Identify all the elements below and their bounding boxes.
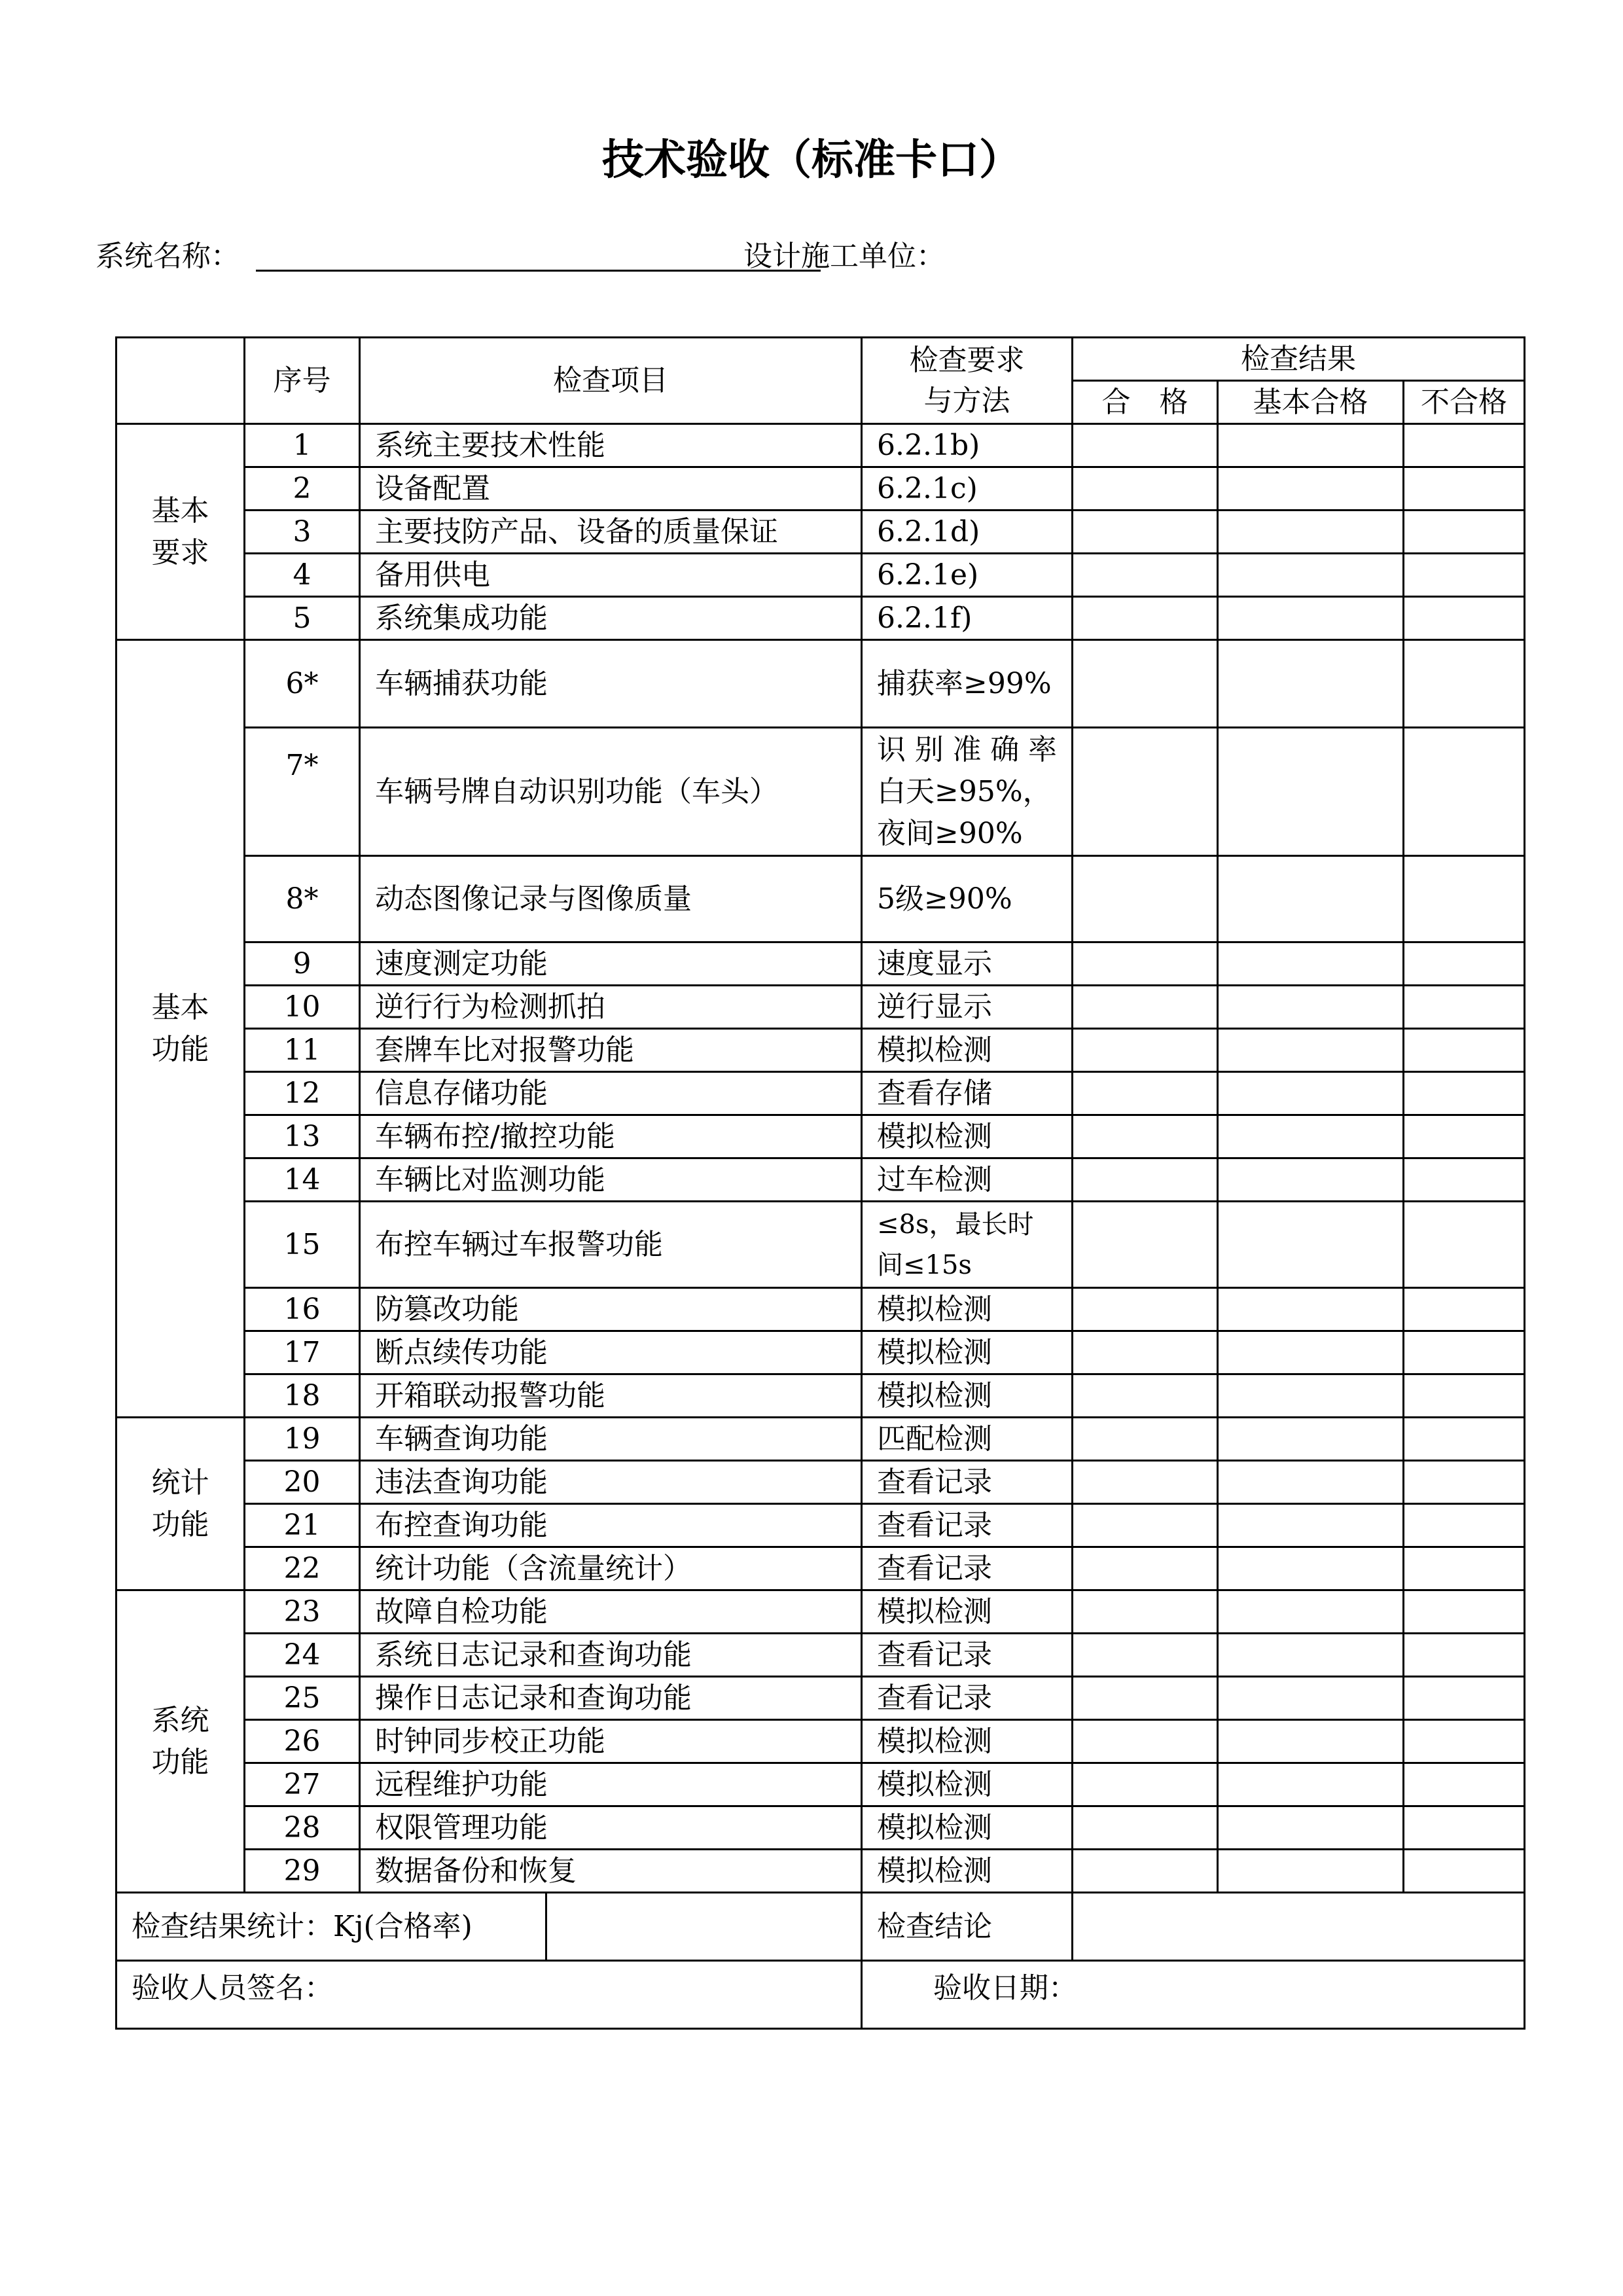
result-basic-pass-cell[interactable] <box>1218 511 1404 554</box>
result-fail-cell[interactable] <box>1404 1590 1525 1634</box>
result-pass-cell[interactable] <box>1073 1763 1218 1806</box>
result-fail-cell[interactable] <box>1404 640 1525 728</box>
result-basic-pass-cell[interactable] <box>1218 986 1404 1029</box>
row-requirement: 6.2.1e) <box>862 554 1073 597</box>
result-statistics-value[interactable] <box>546 1893 862 1961</box>
result-basic-pass-cell[interactable] <box>1218 1461 1404 1504</box>
row-item: 布控车辆过车报警功能 <box>360 1202 862 1288</box>
result-pass-cell[interactable] <box>1073 856 1218 942</box>
row-item: 故障自检功能 <box>360 1590 862 1634</box>
result-pass-cell[interactable] <box>1073 1461 1218 1504</box>
row-seq: 11 <box>245 1029 360 1072</box>
result-fail-cell[interactable] <box>1404 1029 1525 1072</box>
result-basic-pass-cell[interactable] <box>1218 1072 1404 1115</box>
result-fail-cell[interactable] <box>1404 1850 1525 1893</box>
result-basic-pass-cell[interactable] <box>1218 597 1404 640</box>
result-pass-cell[interactable] <box>1073 1374 1218 1418</box>
row-item: 车辆比对监测功能 <box>360 1158 862 1202</box>
page-title: 技术验收（标准卡口） <box>602 136 1021 185</box>
result-fail-cell[interactable] <box>1404 1720 1525 1763</box>
row-item: 权限管理功能 <box>360 1806 862 1850</box>
requirement-line: 间≤15s <box>877 1249 972 1280</box>
row-requirement: 6.2.1b) <box>862 424 1073 467</box>
result-pass-cell[interactable] <box>1073 1115 1218 1158</box>
row-seq: 12 <box>245 1072 360 1115</box>
row-item: 断点续传功能 <box>360 1331 862 1374</box>
row-seq: 25 <box>245 1677 360 1720</box>
requirement-line: 白天≥95%， <box>877 774 1052 808</box>
row-seq: 5 <box>245 597 360 640</box>
result-fail-cell[interactable] <box>1404 511 1525 554</box>
result-pass-cell[interactable] <box>1073 1202 1218 1288</box>
row-item: 动态图像记录与图像质量 <box>360 856 862 942</box>
result-basic-pass-cell[interactable] <box>1218 728 1404 856</box>
header-result: 检查结果 <box>1073 338 1525 381</box>
row-requirement: 模拟检测 <box>862 1374 1073 1418</box>
row-requirement: 模拟检测 <box>862 1720 1073 1763</box>
result-pass-cell[interactable] <box>1073 467 1218 511</box>
result-fail-cell[interactable] <box>1404 1288 1525 1331</box>
row-seq: 28 <box>245 1806 360 1850</box>
result-basic-pass-cell[interactable] <box>1218 1806 1404 1850</box>
result-basic-pass-cell[interactable] <box>1218 554 1404 597</box>
result-basic-pass-cell[interactable] <box>1218 1677 1404 1720</box>
result-fail-cell[interactable] <box>1404 597 1525 640</box>
row-seq: 27 <box>245 1763 360 1806</box>
result-fail-cell[interactable] <box>1404 467 1525 511</box>
result-fail-cell[interactable] <box>1404 1202 1525 1288</box>
result-basic-pass-cell[interactable] <box>1218 1202 1404 1288</box>
row-requirement: 匹配检测 <box>862 1418 1073 1461</box>
row-seq: 22 <box>245 1547 360 1590</box>
row-item: 操作日志记录和查询功能 <box>360 1677 862 1720</box>
row-item: 数据备份和恢复 <box>360 1850 862 1893</box>
row-seq: 18 <box>245 1374 360 1418</box>
row-requirement: 查看记录 <box>862 1461 1073 1504</box>
result-basic-pass-cell[interactable] <box>1218 1374 1404 1418</box>
acceptance-table <box>115 336 1525 2030</box>
row-item: 车辆捕获功能 <box>360 640 862 728</box>
result-fail-cell[interactable] <box>1404 1331 1525 1374</box>
result-fail-cell[interactable] <box>1404 1547 1525 1590</box>
header-requirement-line1: 检查要求 <box>909 343 1025 377</box>
result-fail-cell[interactable] <box>1404 424 1525 467</box>
row-requirement: 模拟检测 <box>862 1331 1073 1374</box>
result-basic-pass-cell[interactable] <box>1218 1504 1404 1547</box>
row-item: 防篡改功能 <box>360 1288 862 1331</box>
result-fail-cell[interactable] <box>1404 986 1525 1029</box>
row-seq: 10 <box>245 986 360 1029</box>
result-pass-cell[interactable] <box>1073 1288 1218 1331</box>
row-seq: 7* <box>245 728 360 856</box>
row-requirement: 5级≥90% <box>862 856 1073 942</box>
row-seq: 6* <box>245 640 360 728</box>
row-item: 系统日志记录和查询功能 <box>360 1634 862 1677</box>
row-requirement: 6.2.1d) <box>862 511 1073 554</box>
row-requirement: 模拟检测 <box>862 1115 1073 1158</box>
row-item: 速度测定功能 <box>360 942 862 986</box>
result-pass-cell[interactable] <box>1073 554 1218 597</box>
category-basic-functions: 基本 功能 <box>116 640 245 1418</box>
row-requirement: 6.2.1f) <box>862 597 1073 640</box>
header-result-fail: 不合格 <box>1404 381 1525 424</box>
result-basic-pass-cell[interactable] <box>1218 467 1404 511</box>
result-pass-cell[interactable] <box>1073 1806 1218 1850</box>
result-fail-cell[interactable] <box>1404 1634 1525 1677</box>
result-fail-cell[interactable] <box>1404 1418 1525 1461</box>
result-fail-cell[interactable] <box>1404 942 1525 986</box>
row-requirement: 捕获率≥99% <box>862 640 1073 728</box>
row-item: 系统集成功能 <box>360 597 862 640</box>
result-basic-pass-cell[interactable] <box>1218 1288 1404 1331</box>
signature-label: 验收人员签名： <box>116 1961 862 2029</box>
result-basic-pass-cell[interactable] <box>1218 1029 1404 1072</box>
result-fail-cell[interactable] <box>1404 728 1525 856</box>
row-seq: 29 <box>245 1850 360 1893</box>
row-requirement <box>862 728 1073 856</box>
row-seq: 23 <box>245 1590 360 1634</box>
header-requirement <box>862 338 1073 424</box>
result-basic-pass-cell[interactable] <box>1218 424 1404 467</box>
result-pass-cell[interactable] <box>1073 1331 1218 1374</box>
header-category-cell <box>116 338 245 424</box>
result-fail-cell[interactable] <box>1404 1158 1525 1202</box>
row-item: 主要技防产品、设备的质量保证 <box>360 511 862 554</box>
result-pass-cell[interactable] <box>1073 1158 1218 1202</box>
row-seq: 17 <box>245 1331 360 1374</box>
row-requirement <box>862 1202 1073 1288</box>
row-requirement: 查看记录 <box>862 1677 1073 1720</box>
conclusion-label: 检查结论 <box>862 1893 1073 1961</box>
row-seq: 4 <box>245 554 360 597</box>
row-requirement: 查看记录 <box>862 1634 1073 1677</box>
result-pass-cell[interactable] <box>1073 1504 1218 1547</box>
result-basic-pass-cell[interactable] <box>1218 856 1404 942</box>
system-name-label: 系统名称： <box>96 240 240 273</box>
design-unit-label: 设计施工单位： <box>743 240 945 273</box>
row-seq: 14 <box>245 1158 360 1202</box>
row-item: 车辆查询功能 <box>360 1418 862 1461</box>
result-fail-cell[interactable] <box>1404 1806 1525 1850</box>
result-basic-pass-cell[interactable] <box>1218 1634 1404 1677</box>
row-item: 车辆布控/撤控功能 <box>360 1115 862 1158</box>
row-item: 设备配置 <box>360 467 862 511</box>
acceptance-date-label: 验收日期： <box>862 1961 1525 2029</box>
header-result-basic-pass: 基本合格 <box>1218 381 1404 424</box>
result-pass-cell[interactable] <box>1073 1634 1218 1677</box>
row-item: 系统主要技术性能 <box>360 424 862 467</box>
result-basic-pass-cell[interactable] <box>1218 1850 1404 1893</box>
row-seq: 24 <box>245 1634 360 1677</box>
result-pass-cell[interactable] <box>1073 1677 1218 1720</box>
result-pass-cell[interactable] <box>1073 942 1218 986</box>
result-pass-cell[interactable] <box>1073 597 1218 640</box>
result-fail-cell[interactable] <box>1404 1677 1525 1720</box>
category-system-functions: 系统 功能 <box>116 1590 245 1893</box>
result-basic-pass-cell[interactable] <box>1218 942 1404 986</box>
result-fail-cell[interactable] <box>1404 1115 1525 1158</box>
header-result-pass: 合 格 <box>1073 381 1218 424</box>
row-item: 逆行行为检测抓拍 <box>360 986 862 1029</box>
header-item: 检查项目 <box>360 338 862 424</box>
category-basic-requirements: 基本 要求 <box>116 424 245 640</box>
row-item: 车辆号牌自动识别功能（车头） <box>360 728 862 856</box>
result-pass-cell[interactable] <box>1073 511 1218 554</box>
row-seq: 13 <box>245 1115 360 1158</box>
result-basic-pass-cell[interactable] <box>1218 1547 1404 1590</box>
result-basic-pass-cell[interactable] <box>1218 1763 1404 1806</box>
requirement-line: 夜间≥90% <box>877 816 1023 850</box>
row-requirement: 模拟检测 <box>862 1288 1073 1331</box>
row-requirement: 查看记录 <box>862 1504 1073 1547</box>
header-requirement-line2: 与方法 <box>923 384 1010 418</box>
row-requirement: 模拟检测 <box>862 1029 1073 1072</box>
result-basic-pass-cell[interactable] <box>1218 1590 1404 1634</box>
result-fail-cell[interactable] <box>1404 554 1525 597</box>
row-requirement: 查看存储 <box>862 1072 1073 1115</box>
result-basic-pass-cell[interactable] <box>1218 640 1404 728</box>
result-statistics-label: 检查结果统计：Kj(合格率) <box>116 1893 546 1961</box>
row-item: 开箱联动报警功能 <box>360 1374 862 1418</box>
category-statistics-functions: 统计 功能 <box>116 1418 245 1590</box>
row-seq: 15 <box>245 1202 360 1288</box>
result-fail-cell[interactable] <box>1404 1374 1525 1418</box>
result-basic-pass-cell[interactable] <box>1218 1418 1404 1461</box>
row-seq: 1 <box>245 424 360 467</box>
row-item: 违法查询功能 <box>360 1461 862 1504</box>
row-item: 统计功能（含流量统计） <box>360 1547 862 1590</box>
result-pass-cell[interactable] <box>1073 1590 1218 1634</box>
result-pass-cell[interactable] <box>1073 1547 1218 1590</box>
row-seq: 16 <box>245 1288 360 1331</box>
system-name-field[interactable] <box>256 270 821 272</box>
row-item: 时钟同步校正功能 <box>360 1720 862 1763</box>
result-pass-cell[interactable] <box>1073 640 1218 728</box>
row-seq: 21 <box>245 1504 360 1547</box>
row-seq: 9 <box>245 942 360 986</box>
result-basic-pass-cell[interactable] <box>1218 1720 1404 1763</box>
row-item: 信息存储功能 <box>360 1072 862 1115</box>
result-pass-cell[interactable] <box>1073 424 1218 467</box>
row-seq: 20 <box>245 1461 360 1504</box>
requirement-line: ≤8s，最长时 <box>877 1209 1034 1240</box>
row-requirement: 6.2.1c) <box>862 467 1073 511</box>
result-pass-cell[interactable] <box>1073 986 1218 1029</box>
row-item: 远程维护功能 <box>360 1763 862 1806</box>
row-seq: 3 <box>245 511 360 554</box>
row-requirement: 模拟检测 <box>862 1590 1073 1634</box>
result-fail-cell[interactable] <box>1404 856 1525 942</box>
result-pass-cell[interactable] <box>1073 1720 1218 1763</box>
row-item: 布控查询功能 <box>360 1504 862 1547</box>
result-basic-pass-cell[interactable] <box>1218 1115 1404 1158</box>
row-requirement: 逆行显示 <box>862 986 1073 1029</box>
result-basic-pass-cell[interactable] <box>1218 1331 1404 1374</box>
row-requirement: 模拟检测 <box>862 1763 1073 1806</box>
result-pass-cell[interactable] <box>1073 1072 1218 1115</box>
result-pass-cell[interactable] <box>1073 1850 1218 1893</box>
result-fail-cell[interactable] <box>1404 1763 1525 1806</box>
row-requirement: 模拟检测 <box>862 1850 1073 1893</box>
row-requirement: 速度显示 <box>862 942 1073 986</box>
header-seq: 序号 <box>245 338 360 424</box>
row-item: 套牌车比对报警功能 <box>360 1029 862 1072</box>
row-item: 备用供电 <box>360 554 862 597</box>
row-seq: 8* <box>245 856 360 942</box>
row-seq: 26 <box>245 1720 360 1763</box>
result-pass-cell[interactable] <box>1073 728 1218 856</box>
result-pass-cell[interactable] <box>1073 1029 1218 1072</box>
row-seq: 2 <box>245 467 360 511</box>
conclusion-value[interactable] <box>1073 1893 1525 1961</box>
result-basic-pass-cell[interactable] <box>1218 1158 1404 1202</box>
result-fail-cell[interactable] <box>1404 1504 1525 1547</box>
row-requirement: 模拟检测 <box>862 1806 1073 1850</box>
result-pass-cell[interactable] <box>1073 1418 1218 1461</box>
row-requirement: 过车检测 <box>862 1158 1073 1202</box>
requirement-line: 识别准确率 <box>877 732 1057 766</box>
result-fail-cell[interactable] <box>1404 1072 1525 1115</box>
result-fail-cell[interactable] <box>1404 1461 1525 1504</box>
row-seq: 19 <box>245 1418 360 1461</box>
row-requirement: 查看记录 <box>862 1547 1073 1590</box>
